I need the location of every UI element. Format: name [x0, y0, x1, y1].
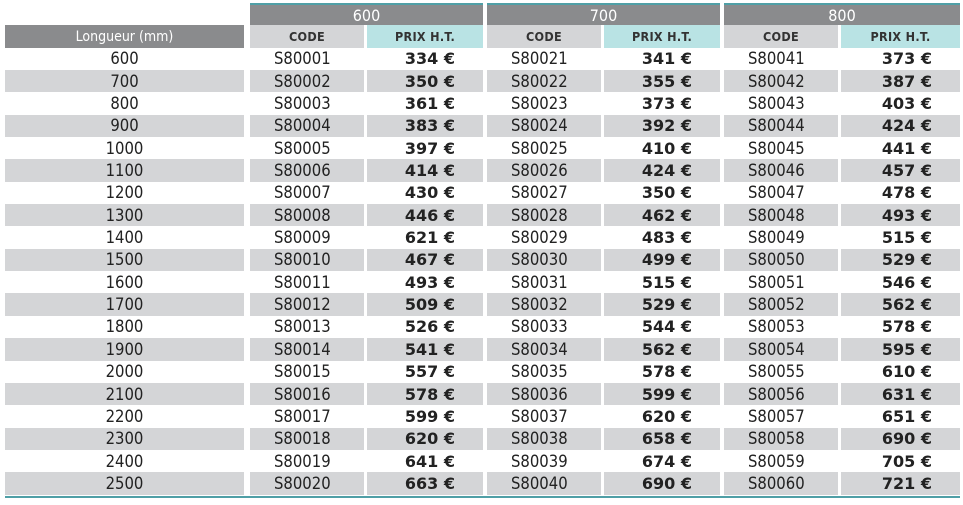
price-cell-600: 414 € — [367, 159, 483, 181]
table-row — [5, 137, 960, 159]
code-cell-700: S80038 — [487, 428, 601, 450]
length-cell: 2300 — [5, 428, 244, 450]
length-cell: 1500 — [5, 249, 244, 271]
code-cell-600: S80001 — [274, 49, 331, 69]
price-cell-700: 483 € — [641, 228, 692, 248]
code-cell-600: S80016 — [250, 383, 364, 405]
code-cell-800: S80043 — [748, 94, 805, 114]
price-cell-800: 651 € — [881, 406, 932, 426]
length-cell: 2200 — [105, 406, 144, 426]
price-cell-700: 350 € — [641, 183, 692, 203]
price-cell-600: 383 € — [367, 115, 483, 137]
code-cell-700: S80034 — [487, 338, 601, 360]
price-cell-800: 595 € — [841, 338, 960, 360]
price-cell-600: 641 € — [404, 451, 455, 471]
code-cell-700: S80027 — [511, 183, 568, 203]
price-cell-800: 493 € — [841, 204, 960, 226]
code-cell-700: S80035 — [511, 362, 568, 382]
length-cell: 1000 — [105, 138, 144, 158]
table-row — [5, 338, 960, 360]
length-cell: 800 — [110, 94, 139, 114]
length-cell: 600 — [110, 49, 139, 69]
price-cell-600: 663 € — [367, 472, 483, 494]
length-cell: 2100 — [5, 383, 244, 405]
code-cell-800: S80051 — [748, 272, 805, 292]
length-cell: 1300 — [5, 204, 244, 226]
length-cell: 900 — [5, 115, 244, 137]
price-cell-600: 578 € — [367, 383, 483, 405]
code-cell-600: S80002 — [250, 70, 364, 92]
code-header-600: CODE — [250, 25, 364, 47]
length-cell: 1400 — [105, 228, 144, 248]
price-cell-800: 562 € — [841, 293, 960, 315]
price-cell-700: 392 € — [604, 115, 720, 137]
code-cell-700: S80031 — [511, 272, 568, 292]
price-cell-800: 546 € — [881, 272, 932, 292]
price-cell-800: 441 € — [881, 138, 932, 158]
price-cell-600: 334 € — [404, 49, 455, 69]
code-cell-800: S80041 — [748, 49, 805, 69]
price-cell-800: 515 € — [881, 228, 932, 248]
table-row — [5, 450, 960, 472]
price-cell-600: 493 € — [404, 272, 455, 292]
length-cell: 2000 — [105, 362, 144, 382]
code-cell-600: S80018 — [250, 428, 364, 450]
code-cell-700: S80024 — [487, 115, 601, 137]
table-body — [5, 48, 960, 495]
code-cell-700: S80021 — [511, 49, 568, 69]
code-cell-600: S80012 — [250, 293, 364, 315]
table-row — [5, 271, 960, 293]
code-cell-800: S80057 — [748, 406, 805, 426]
price-cell-800: 578 € — [881, 317, 932, 337]
table-row — [5, 226, 960, 248]
code-cell-700: S80036 — [487, 383, 601, 405]
price-header-800: PRIX H.T. — [841, 25, 960, 47]
code-cell-600: S80005 — [274, 138, 331, 158]
table-row — [5, 92, 960, 114]
price-cell-800: 403 € — [881, 94, 932, 114]
code-cell-700: S80028 — [487, 204, 601, 226]
code-cell-600: S80014 — [250, 338, 364, 360]
length-cell: 1100 — [5, 159, 244, 181]
column-header-row — [5, 25, 960, 47]
code-cell-800: S80054 — [724, 338, 838, 360]
price-cell-700: 599 € — [604, 383, 720, 405]
code-cell-700: S80026 — [487, 159, 601, 181]
price-cell-700: 410 € — [641, 138, 692, 158]
code-cell-700: S80033 — [511, 317, 568, 337]
price-cell-600: 557 € — [404, 362, 455, 382]
price-cell-800: 705 € — [881, 451, 932, 471]
length-cell: 1200 — [105, 183, 144, 203]
price-cell-800: 478 € — [881, 183, 932, 203]
code-cell-800: S80052 — [724, 293, 838, 315]
price-header-600: PRIX H.T. — [367, 25, 483, 47]
code-cell-600: S80010 — [250, 249, 364, 271]
table-row — [5, 48, 960, 70]
price-cell-800: 529 € — [841, 249, 960, 271]
table-row — [5, 70, 960, 92]
code-cell-700: S80025 — [511, 138, 568, 158]
price-cell-600: 541 € — [367, 338, 483, 360]
price-cell-600: 361 € — [404, 94, 455, 114]
length-cell: 1700 — [5, 293, 244, 315]
length-cell: 1600 — [105, 272, 144, 292]
code-cell-700: S80037 — [511, 406, 568, 426]
price-cell-700: 674 € — [641, 451, 692, 471]
code-cell-600: S80019 — [274, 451, 331, 471]
code-cell-600: S80017 — [274, 406, 331, 426]
price-cell-700: 658 € — [604, 428, 720, 450]
table-row — [5, 316, 960, 338]
price-cell-800: 373 € — [881, 49, 932, 69]
code-cell-700: S80030 — [487, 249, 601, 271]
code-cell-800: S80050 — [724, 249, 838, 271]
code-cell-700: S80039 — [511, 451, 568, 471]
price-cell-800: 424 € — [841, 115, 960, 137]
price-cell-800: 690 € — [841, 428, 960, 450]
length-cell: 700 — [5, 70, 244, 92]
code-cell-800: S80049 — [748, 228, 805, 248]
code-cell-800: S80042 — [724, 70, 838, 92]
price-cell-800: 387 € — [841, 70, 960, 92]
table-row — [5, 204, 960, 226]
price-cell-600: 397 € — [404, 138, 455, 158]
price-cell-600: 621 € — [404, 228, 455, 248]
code-cell-700: S80040 — [487, 472, 601, 494]
code-cell-600: S80003 — [274, 94, 331, 114]
length-cell: 1800 — [105, 317, 144, 337]
price-header-700: PRIX H.T. — [604, 25, 720, 47]
price-cell-600: 467 € — [367, 249, 483, 271]
table-row — [5, 115, 960, 137]
table-row — [5, 249, 960, 271]
price-cell-600: 599 € — [404, 406, 455, 426]
group-header-800: 800 — [724, 3, 960, 25]
table-bottom-rule — [5, 496, 960, 498]
price-cell-700: 578 € — [641, 362, 692, 382]
price-cell-800: 610 € — [881, 362, 932, 382]
code-cell-700: S80032 — [487, 293, 601, 315]
code-cell-600: S80015 — [274, 362, 331, 382]
price-cell-700: 499 € — [604, 249, 720, 271]
code-cell-800: S80044 — [724, 115, 838, 137]
code-cell-600: S80004 — [250, 115, 364, 137]
code-cell-800: S80056 — [724, 383, 838, 405]
price-cell-600: 509 € — [367, 293, 483, 315]
length-cell: 2400 — [105, 451, 144, 471]
code-cell-800: S80058 — [724, 428, 838, 450]
code-cell-600: S80006 — [250, 159, 364, 181]
code-cell-600: S80011 — [274, 272, 331, 292]
table-row — [5, 293, 960, 315]
group-header-600: 600 — [250, 3, 483, 25]
price-cell-700: 529 € — [604, 293, 720, 315]
code-cell-600: S80009 — [274, 228, 331, 248]
table-row — [5, 428, 960, 450]
table-row — [5, 159, 960, 181]
length-cell: 1900 — [5, 338, 244, 360]
code-cell-800: S80045 — [748, 138, 805, 158]
price-cell-800: 721 € — [841, 472, 960, 494]
price-cell-600: 526 € — [404, 317, 455, 337]
group-header-700: 700 — [487, 3, 720, 25]
price-cell-700: 355 € — [604, 70, 720, 92]
code-cell-800: S80047 — [748, 183, 805, 203]
price-cell-600: 430 € — [404, 183, 455, 203]
code-header-700: CODE — [487, 25, 601, 47]
code-header-800: CODE — [724, 25, 838, 47]
code-cell-700: S80022 — [487, 70, 601, 92]
price-cell-700: 462 € — [604, 204, 720, 226]
code-cell-700: S80023 — [511, 94, 568, 114]
price-cell-700: 620 € — [641, 406, 692, 426]
price-cell-800: 631 € — [841, 383, 960, 405]
length-header: Longueur (mm) — [5, 25, 244, 47]
length-cell: 2500 — [5, 472, 244, 494]
price-cell-600: 350 € — [367, 70, 483, 92]
code-cell-800: S80048 — [724, 204, 838, 226]
code-cell-800: S80060 — [724, 472, 838, 494]
code-cell-800: S80046 — [724, 159, 838, 181]
price-cell-700: 373 € — [641, 94, 692, 114]
table-row — [5, 182, 960, 204]
code-cell-800: S80053 — [748, 317, 805, 337]
price-cell-700: 515 € — [641, 272, 692, 292]
code-cell-800: S80059 — [748, 451, 805, 471]
price-cell-800: 457 € — [841, 159, 960, 181]
code-cell-600: S80020 — [250, 472, 364, 494]
code-cell-800: S80055 — [748, 362, 805, 382]
price-cell-700: 424 € — [604, 159, 720, 181]
price-cell-700: 341 € — [641, 49, 692, 69]
price-table — [5, 3, 960, 495]
table-row — [5, 405, 960, 427]
price-cell-700: 690 € — [604, 472, 720, 494]
price-cell-600: 446 € — [367, 204, 483, 226]
price-cell-600: 620 € — [367, 428, 483, 450]
table-row — [5, 472, 960, 494]
table-row — [5, 383, 960, 405]
code-cell-700: S80029 — [511, 228, 568, 248]
code-cell-600: S80013 — [274, 317, 331, 337]
code-cell-600: S80008 — [250, 204, 364, 226]
table-row — [5, 361, 960, 383]
price-cell-700: 544 € — [641, 317, 692, 337]
code-cell-600: S80007 — [274, 183, 331, 203]
price-cell-700: 562 € — [604, 338, 720, 360]
group-header-row — [5, 3, 960, 25]
